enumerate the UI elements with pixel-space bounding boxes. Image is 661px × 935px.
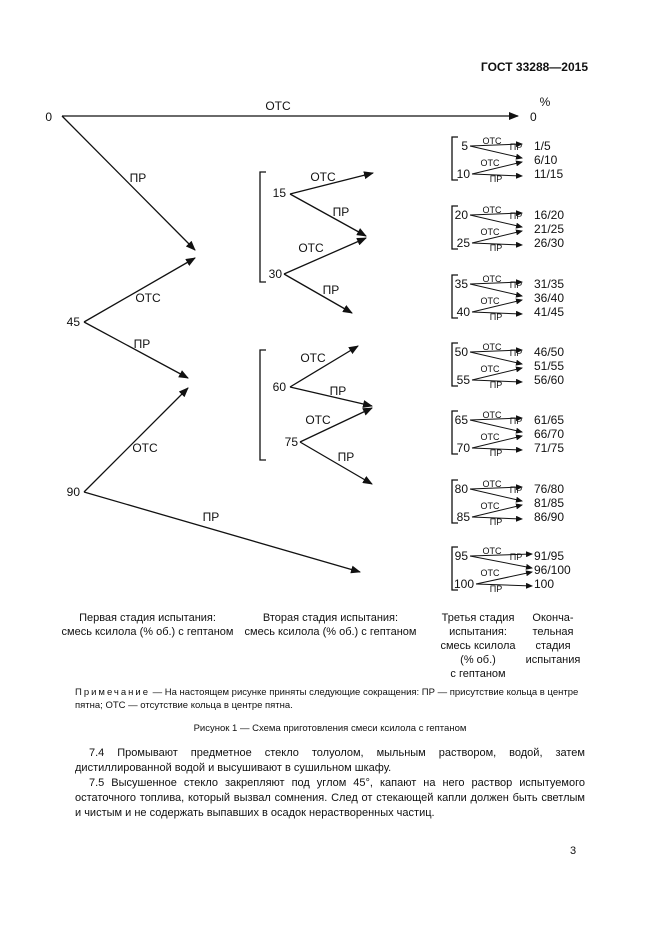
label-30-pr: ПР: [322, 283, 340, 297]
label-60-ots: ОТС: [300, 351, 326, 365]
label-35-ots: ОТС: [482, 274, 502, 284]
final-value-36-40: 36/40: [534, 291, 565, 305]
label-5-ots: ОТС: [482, 136, 502, 146]
final-value-6-10: 6/10: [534, 153, 558, 167]
stage3-node-40: 40: [456, 305, 470, 319]
final-value-11-15: 11/15: [534, 167, 564, 181]
label-45-pr: ПР: [133, 337, 151, 351]
label-95-pr: ПР: [509, 552, 523, 562]
final-value-56-60: 56/60: [534, 373, 565, 387]
label-25-ots: ОТС: [480, 227, 500, 237]
label-20-ots: ОТС: [482, 205, 502, 215]
arrow-45-ots: [84, 258, 195, 322]
label-30-ots: ОТС: [298, 241, 324, 255]
note-lead: Примечание: [75, 687, 150, 698]
label-70-pr: ПР: [489, 448, 503, 458]
label-45-ots: ОТС: [135, 291, 161, 305]
stage3-node-65: 65: [454, 413, 468, 427]
label-80-ots: ОТС: [482, 479, 502, 489]
final-value-1-5: 1/5: [534, 139, 551, 153]
label-100-pr: ПР: [489, 584, 503, 594]
label-70-ots: ОТС: [480, 432, 500, 442]
stage2-bracket-b: [260, 350, 266, 460]
caption-stage2-line1: Вторая стадия испытания:: [262, 612, 399, 624]
label-10-pr: ПР: [489, 174, 503, 184]
label-0-pr: ПР: [129, 171, 147, 185]
final-value-51-55: 51/55: [534, 359, 565, 373]
label-40-ots: ОТС: [480, 296, 500, 306]
final-value-26-30: 26/30: [534, 236, 565, 250]
final-value-71-75: 71/75: [534, 441, 565, 455]
stage3-node-95: 95: [454, 549, 468, 563]
arrow-95-pr: [470, 556, 532, 568]
percent-label: %: [539, 95, 551, 109]
caption-final-line4: испытания: [525, 654, 581, 666]
standard-number: ГОСТ 33288—2015: [480, 60, 588, 74]
paragraph-7-5: 7.5 Высушенное стекло закрепляют под углом 45°, капают на него раствор испытуемого остаточного топлива, который вызвал сомнения. След от стекающей капли должен быть светлым и чистым и не содержать выпавших в осадок нерастворенных частиц.: [75, 777, 585, 819]
label-65-ots: ОТС: [482, 410, 502, 420]
caption-stage3: [433, 611, 523, 681]
final-value-66-70: 66/70: [534, 427, 565, 441]
caption-stage3-line3: смесь ксилола: [440, 640, 516, 652]
label-75-pr: ПР: [337, 450, 355, 464]
final-value-0: 0: [530, 110, 537, 124]
caption-stage1-line1: Первая стадия испытания:: [79, 612, 216, 624]
stage3-node-5: 5: [461, 139, 468, 153]
arrow-100-pr: [476, 584, 532, 586]
label-90-ots: ОТС: [132, 441, 158, 455]
caption-stage3-line4: (% об.): [460, 654, 496, 666]
paragraph-7-4: 7.4 Промывают предметное стекло толуолом, мыльным раствором, водой, затем дистиллированной водой и высушивают в сушильном шкафу.: [75, 747, 585, 774]
caption-stage3-line1: Третья стадия: [441, 612, 515, 624]
caption-stage2-line2: смесь ксилола (% об.) с гептаном: [244, 626, 417, 638]
caption-stage3-line2: испытания:: [449, 626, 507, 638]
stage3-node-10: 10: [456, 167, 470, 181]
final-value-81-85: 81/85: [534, 496, 565, 510]
figure-caption: Рисунок 1 — Схема приготовления смеси ксилола с гептаном: [193, 723, 467, 734]
label-10-ots: ОТС: [480, 158, 500, 168]
final-value-76-80: 76/80: [534, 482, 565, 496]
label-20-pr: ПР: [509, 211, 523, 221]
arrow-90-pr: [84, 492, 360, 572]
page-number: 3: [570, 845, 577, 857]
caption-stage2: [238, 611, 423, 639]
note-text: — На настоящем рисунке приняты следующие сокращения: ПР — присутствие кольца в центре пятна; ОТС — отсутствие кольца в центре пятна.: [75, 687, 579, 711]
stage2-bracket-a: [260, 172, 266, 282]
stage2-node-30: 30: [268, 267, 282, 281]
final-value-61-65: 61/65: [534, 413, 565, 427]
final-value-100: 100: [534, 577, 555, 591]
caption-stage1-line2: смесь ксилола (% об.) с гептаном: [61, 626, 234, 638]
caption-stage1: [55, 611, 240, 639]
label-15-pr: ПР: [332, 205, 350, 219]
label-60-pr: ПР: [329, 384, 347, 398]
label-55-ots: ОТС: [480, 364, 500, 374]
stage3-node-50: 50: [454, 345, 468, 359]
label-55-pr: ПР: [489, 380, 503, 390]
stage1-node-0: 0: [45, 110, 52, 124]
caption-final-line2: тельная: [532, 626, 574, 638]
stage3-node-100: 100: [453, 577, 474, 591]
stage3-node-55: 55: [456, 373, 470, 387]
caption-final-line3: стадия: [535, 640, 571, 652]
stage2-node-75: 75: [284, 435, 298, 449]
arrow-0-pr: [62, 116, 195, 250]
label-90-pr: ПР: [202, 510, 220, 524]
label-80-pr: ПР: [509, 485, 523, 495]
caption-final: [520, 611, 586, 667]
final-value-41-45: 41/45: [534, 305, 565, 319]
final-value-21-25: 21/25: [534, 222, 565, 236]
arrow-75-pr: [300, 442, 372, 484]
label-35-pr: ПР: [509, 280, 523, 290]
label-5-pr: ПР: [509, 142, 523, 152]
label-75-ots: ОТС: [305, 413, 331, 427]
label-15-ots: ОТС: [310, 170, 336, 184]
final-value-31-35: 31/35: [534, 277, 565, 291]
label-85-pr: ПР: [489, 517, 503, 527]
arrow-30-ots: [284, 238, 366, 274]
label-50-ots: ОТС: [482, 342, 502, 352]
final-value-91-95: 91/95: [534, 549, 565, 563]
arrow-15-pr: [290, 194, 366, 236]
label-40-pr: ПР: [489, 312, 503, 322]
stage1-node-45: 45: [66, 315, 80, 329]
label-65-pr: ПР: [509, 416, 523, 426]
arrow-30-pr: [284, 274, 352, 313]
stage3-node-85: 85: [456, 510, 470, 524]
stage3-node-70: 70: [456, 441, 470, 455]
label-25-pr: ПР: [489, 243, 503, 253]
figure-note: [75, 686, 585, 712]
label-0-ots: ОТС: [265, 99, 291, 113]
caption-final-line1: Оконча-: [532, 612, 574, 624]
label-95-ots: ОТС: [482, 546, 502, 556]
caption-stage3-line5: с гептаном: [450, 668, 506, 680]
final-value-96-100: 96/100: [534, 563, 571, 577]
stage3-node-25: 25: [456, 236, 470, 250]
stage3-node-20: 20: [454, 208, 468, 222]
final-value-16-20: 16/20: [534, 208, 565, 222]
stage2-node-15: 15: [272, 186, 286, 200]
label-85-ots: ОТС: [480, 501, 500, 511]
stage3-node-35: 35: [454, 277, 468, 291]
label-100-ots: ОТС: [480, 568, 500, 578]
final-value-46-50: 46/50: [534, 345, 565, 359]
stage1-node-90: 90: [66, 485, 80, 499]
stage2-node-60: 60: [272, 380, 286, 394]
stage3-node-80: 80: [454, 482, 468, 496]
final-value-86-90: 86/90: [534, 510, 565, 524]
arrow-90-ots: [84, 388, 188, 492]
label-50-pr: ПР: [509, 348, 523, 358]
